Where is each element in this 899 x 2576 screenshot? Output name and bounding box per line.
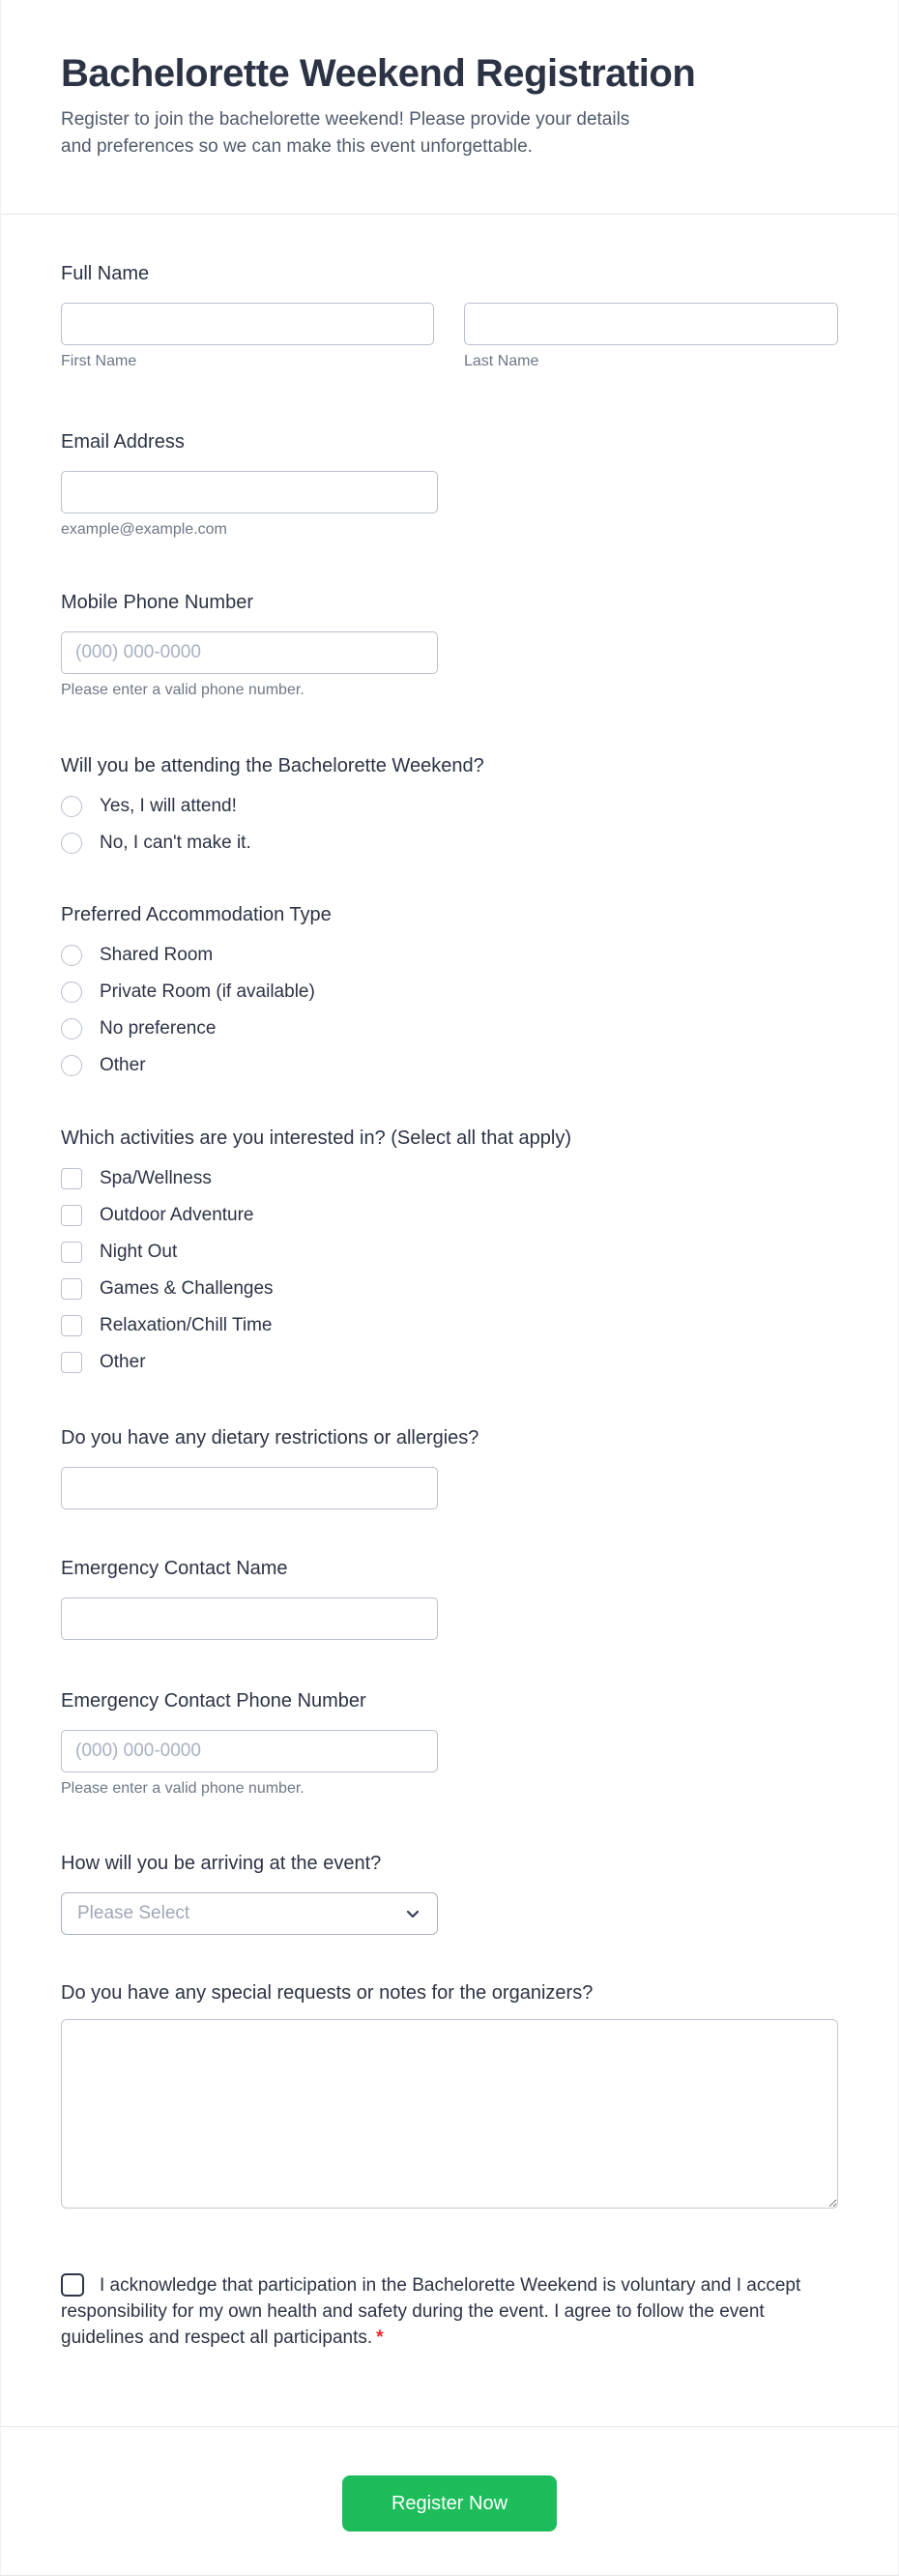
radio-icon[interactable] bbox=[61, 1055, 82, 1076]
dietary-input[interactable] bbox=[61, 1467, 438, 1509]
radio-option-label: No preference bbox=[100, 1018, 217, 1039]
arrival-select-value: Please Select bbox=[77, 1903, 190, 1923]
checkbox-option-label: Spa/Wellness bbox=[100, 1168, 212, 1188]
field-mobile-phone bbox=[61, 590, 838, 699]
field-attending bbox=[61, 753, 838, 862]
attending-options bbox=[61, 788, 838, 862]
radio-icon[interactable] bbox=[61, 981, 82, 1003]
form-title: Bachelorette Weekend Registration bbox=[61, 52, 696, 95]
field-label: Full Name bbox=[61, 263, 150, 284]
field-label: Email Address bbox=[61, 431, 185, 453]
checkbox-option-activities-other[interactable] bbox=[61, 1344, 838, 1381]
field-label: Preferred Accommodation Type bbox=[61, 904, 332, 925]
acknowledgment-text: I acknowledge that participation in the Bachelorette Weekend is voluntary and I accept responsibility for my own health and safety during the event. I agree to follow the event guidelines and respect all participants. bbox=[61, 2275, 801, 2348]
field-acknowledgment bbox=[61, 2272, 838, 2351]
radio-option-attend-no[interactable] bbox=[61, 825, 838, 862]
register-now-button[interactable]: Register Now bbox=[342, 2475, 557, 2532]
mobile-phone-input[interactable] bbox=[61, 631, 438, 674]
form-footer bbox=[1, 2427, 898, 2575]
last-name-input[interactable] bbox=[464, 303, 838, 345]
field-arrival bbox=[61, 1851, 838, 1935]
last-name-col bbox=[464, 303, 838, 370]
first-name-input[interactable] bbox=[61, 303, 434, 345]
first-name-col bbox=[61, 303, 434, 370]
checkbox-option-label: Games & Challenges bbox=[100, 1278, 274, 1299]
radio-option-attend-yes[interactable] bbox=[61, 788, 838, 825]
first-name-sublabel: First Name bbox=[61, 353, 137, 369]
checkbox-icon[interactable] bbox=[61, 1205, 82, 1226]
required-asterisk: * bbox=[376, 2327, 384, 2348]
acknowledgment-option[interactable] bbox=[61, 2275, 801, 2348]
radio-icon[interactable] bbox=[61, 1018, 82, 1039]
radio-option-private-room[interactable] bbox=[61, 974, 838, 1010]
form-body bbox=[1, 261, 898, 2351]
field-emergency-phone bbox=[61, 1688, 838, 1798]
checkbox-option-relaxation-chill[interactable] bbox=[61, 1307, 838, 1344]
field-activities bbox=[61, 1126, 838, 1381]
field-label: Do you have any dietary restrictions or allergies? bbox=[61, 1427, 479, 1449]
activities-options bbox=[61, 1160, 838, 1381]
field-label: Emergency Contact Name bbox=[61, 1558, 288, 1579]
checkbox-icon[interactable] bbox=[61, 1352, 82, 1373]
radio-option-no-preference[interactable] bbox=[61, 1010, 838, 1047]
field-email bbox=[61, 429, 838, 539]
checkbox-option-outdoor-adventure[interactable] bbox=[61, 1197, 838, 1234]
form-header bbox=[1, 0, 898, 214]
accommodation-options bbox=[61, 937, 838, 1084]
form-description: Register to join the bachelorette weekend! Please provide your details and preferences so we can make this event unforgettable. bbox=[61, 109, 630, 157]
checkbox-icon[interactable] bbox=[61, 1168, 82, 1189]
radio-option-label: Shared Room bbox=[100, 945, 214, 965]
name-row bbox=[61, 303, 838, 370]
email-sublabel: example@example.com bbox=[61, 521, 227, 538]
special-requests-textarea[interactable] bbox=[61, 2019, 838, 2209]
checkbox-option-label: Night Out bbox=[100, 1242, 178, 1262]
emergency-name-input[interactable] bbox=[61, 1597, 438, 1640]
checkbox-icon[interactable] bbox=[61, 1315, 82, 1336]
checkbox-option-night-out[interactable] bbox=[61, 1234, 838, 1271]
radio-option-label: No, I can't make it. bbox=[100, 833, 251, 853]
checkbox-icon[interactable] bbox=[61, 1278, 82, 1300]
radio-option-shared-room[interactable] bbox=[61, 937, 838, 974]
last-name-sublabel: Last Name bbox=[464, 353, 539, 369]
field-label: Which activities are you interested in? (Select all that apply) bbox=[61, 1127, 572, 1149]
field-label: Mobile Phone Number bbox=[61, 592, 253, 613]
field-special-requests bbox=[61, 1980, 838, 2209]
field-dietary bbox=[61, 1425, 838, 1509]
checkbox-icon[interactable] bbox=[61, 1242, 82, 1263]
header-divider bbox=[1, 214, 898, 215]
mobile-phone-sublabel: Please enter a valid phone number. bbox=[61, 682, 304, 698]
checkbox-option-games-challenges[interactable] bbox=[61, 1271, 838, 1307]
emergency-phone-input[interactable] bbox=[61, 1730, 438, 1772]
emergency-phone-sublabel: Please enter a valid phone number. bbox=[61, 1780, 304, 1797]
checkbox-option-label: Outdoor Adventure bbox=[100, 1205, 254, 1225]
checkbox-option-label: Relaxation/Chill Time bbox=[100, 1315, 273, 1335]
radio-icon[interactable] bbox=[61, 833, 82, 854]
field-label: Will you be attending the Bachelorette Weekend? bbox=[61, 755, 484, 776]
radio-icon[interactable] bbox=[61, 796, 82, 817]
radio-option-label: Yes, I will attend! bbox=[100, 796, 237, 816]
arrival-select[interactable] bbox=[61, 1892, 438, 1935]
radio-option-accommodation-other[interactable] bbox=[61, 1047, 838, 1084]
field-accommodation bbox=[61, 902, 838, 1084]
checkbox-option-spa-wellness[interactable] bbox=[61, 1160, 838, 1197]
email-input[interactable] bbox=[61, 471, 438, 513]
field-emergency-name bbox=[61, 1556, 838, 1640]
field-label: Do you have any special requests or notes for the organizers? bbox=[61, 1982, 594, 2004]
checkbox-option-label: Other bbox=[100, 1352, 146, 1372]
radio-option-label: Private Room (if available) bbox=[100, 981, 315, 1002]
chevron-down-icon bbox=[404, 1905, 421, 1922]
field-label: How will you be arriving at the event? bbox=[61, 1853, 382, 1874]
radio-icon[interactable] bbox=[61, 945, 82, 966]
field-label: Emergency Contact Phone Number bbox=[61, 1690, 366, 1712]
acknowledgment-checkbox[interactable] bbox=[61, 2273, 84, 2297]
radio-option-label: Other bbox=[100, 1055, 146, 1075]
field-full-name bbox=[61, 261, 838, 370]
